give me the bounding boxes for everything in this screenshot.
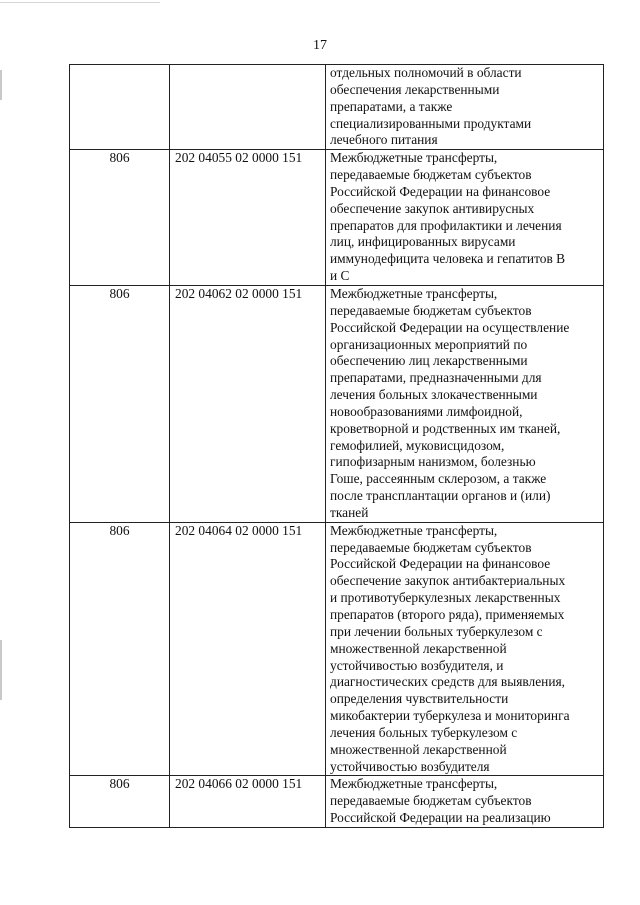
table-row (70, 150, 604, 286)
description-line: устойчивостью возбудителя (330, 758, 490, 774)
description-line: передаваемые бюджетам субъектов (330, 539, 532, 555)
description-line: Межбюджетные трансферты, (330, 776, 498, 792)
description-line: и С (330, 268, 350, 284)
description-line: передаваемые бюджетам субъектов (330, 302, 532, 318)
description-line: Межбюджетные трансферты, (330, 150, 498, 166)
description-line: лечения больных туберкулезом с (330, 724, 518, 740)
table-row (70, 776, 604, 828)
scan-edge-artifact (0, 70, 2, 100)
admin-code-cell: 806 (70, 150, 170, 286)
description-line: гипофизарным нанизмом, болезнью (330, 454, 536, 470)
description-line: Российской Федерации на осуществление (330, 319, 570, 335)
admin-code-cell: 806 (70, 522, 170, 776)
income-code-cell: 202 04066 02 0000 151 (170, 776, 326, 828)
description-line: специализированными продуктами (330, 115, 532, 131)
description-line: обеспечению лиц лекарственными (330, 353, 528, 369)
page-number: 17 (313, 38, 327, 53)
description-line: определения чувствительности (330, 691, 509, 707)
description-line: новообразованиями лимфоидной, (330, 403, 523, 419)
description-line: отдельных полномочий в области (330, 65, 522, 80)
admin-code-cell (70, 65, 170, 150)
description-line: гемофилией, муковисцидозом, (330, 437, 505, 453)
description-line: лечебного питания (330, 132, 438, 148)
description-cell (326, 776, 604, 828)
scan-edge-artifact (0, 2, 160, 3)
description-line: препаратами, предназначенными для (330, 370, 542, 386)
table-row (70, 522, 604, 776)
description-cell (326, 150, 604, 286)
description-line: диагностических средств для выявления, (330, 674, 566, 690)
description-line: препаратами, а также (330, 98, 453, 114)
description-line: препаратов (второго ряда), применяемых (330, 607, 565, 622)
description-line: Межбюджетные трансферты, (330, 522, 498, 538)
description-line: обеспечение закупок антибактериальных (330, 573, 566, 589)
income-code-cell: 202 04055 02 0000 151 (170, 150, 326, 286)
description-line: устойчивостью возбудителя, и (330, 657, 504, 673)
description-line: множественной лекарственной (330, 640, 507, 656)
description-line: множественной лекарственной (330, 741, 507, 757)
description-line: обеспечения лекарственными (330, 81, 500, 97)
description-line: кроветворной и родственных им тканей, (330, 420, 561, 436)
description-line: тканей (330, 504, 369, 520)
budget-code-table (69, 64, 604, 828)
description-line: лиц, инфицированных вирусами (330, 234, 516, 250)
income-code-cell: 202 04064 02 0000 151 (170, 522, 326, 776)
table-row (70, 65, 604, 150)
table-row (70, 285, 604, 522)
description-line: Российской Федерации на финансовое (330, 183, 551, 199)
description-cell (326, 522, 604, 776)
admin-code-cell: 806 (70, 776, 170, 828)
income-code-cell: 202 04062 02 0000 151 (170, 285, 326, 522)
description-cell (326, 285, 604, 522)
description-line: передаваемые бюджетам субъектов (330, 793, 532, 809)
description-line: и противотуберкулезных лекарственных (330, 590, 561, 606)
description-line: Российской Федерации на реализацию (330, 810, 551, 826)
description-line: Гоше, рассеянным склерозом, а также (330, 471, 547, 487)
description-line: препаратов для профилактики и лечения (330, 217, 562, 233)
description-line: передаваемые бюджетам субъектов (330, 167, 532, 183)
description-cell (326, 65, 604, 150)
description-line: микобактерии туберкулеза и мониторинга (330, 708, 570, 724)
description-line: обеспечение закупок антивирусных (330, 200, 535, 216)
description-line: при лечении больных туберкулезом с (330, 623, 543, 639)
description-line: после трансплантации органов и (или) (330, 488, 551, 504)
description-line: лечения больных злокачественными (330, 387, 538, 403)
income-code-cell (170, 65, 326, 150)
scan-edge-artifact (0, 640, 2, 700)
description-line: иммунодефицита человека и гепатитов В (330, 251, 566, 267)
admin-code-cell: 806 (70, 285, 170, 522)
table-body (70, 65, 604, 828)
description-line: организационных мероприятий по (330, 336, 528, 352)
description-line: Межбюджетные трансферты, (330, 285, 498, 301)
description-line: Российской Федерации на финансовое (330, 556, 551, 572)
